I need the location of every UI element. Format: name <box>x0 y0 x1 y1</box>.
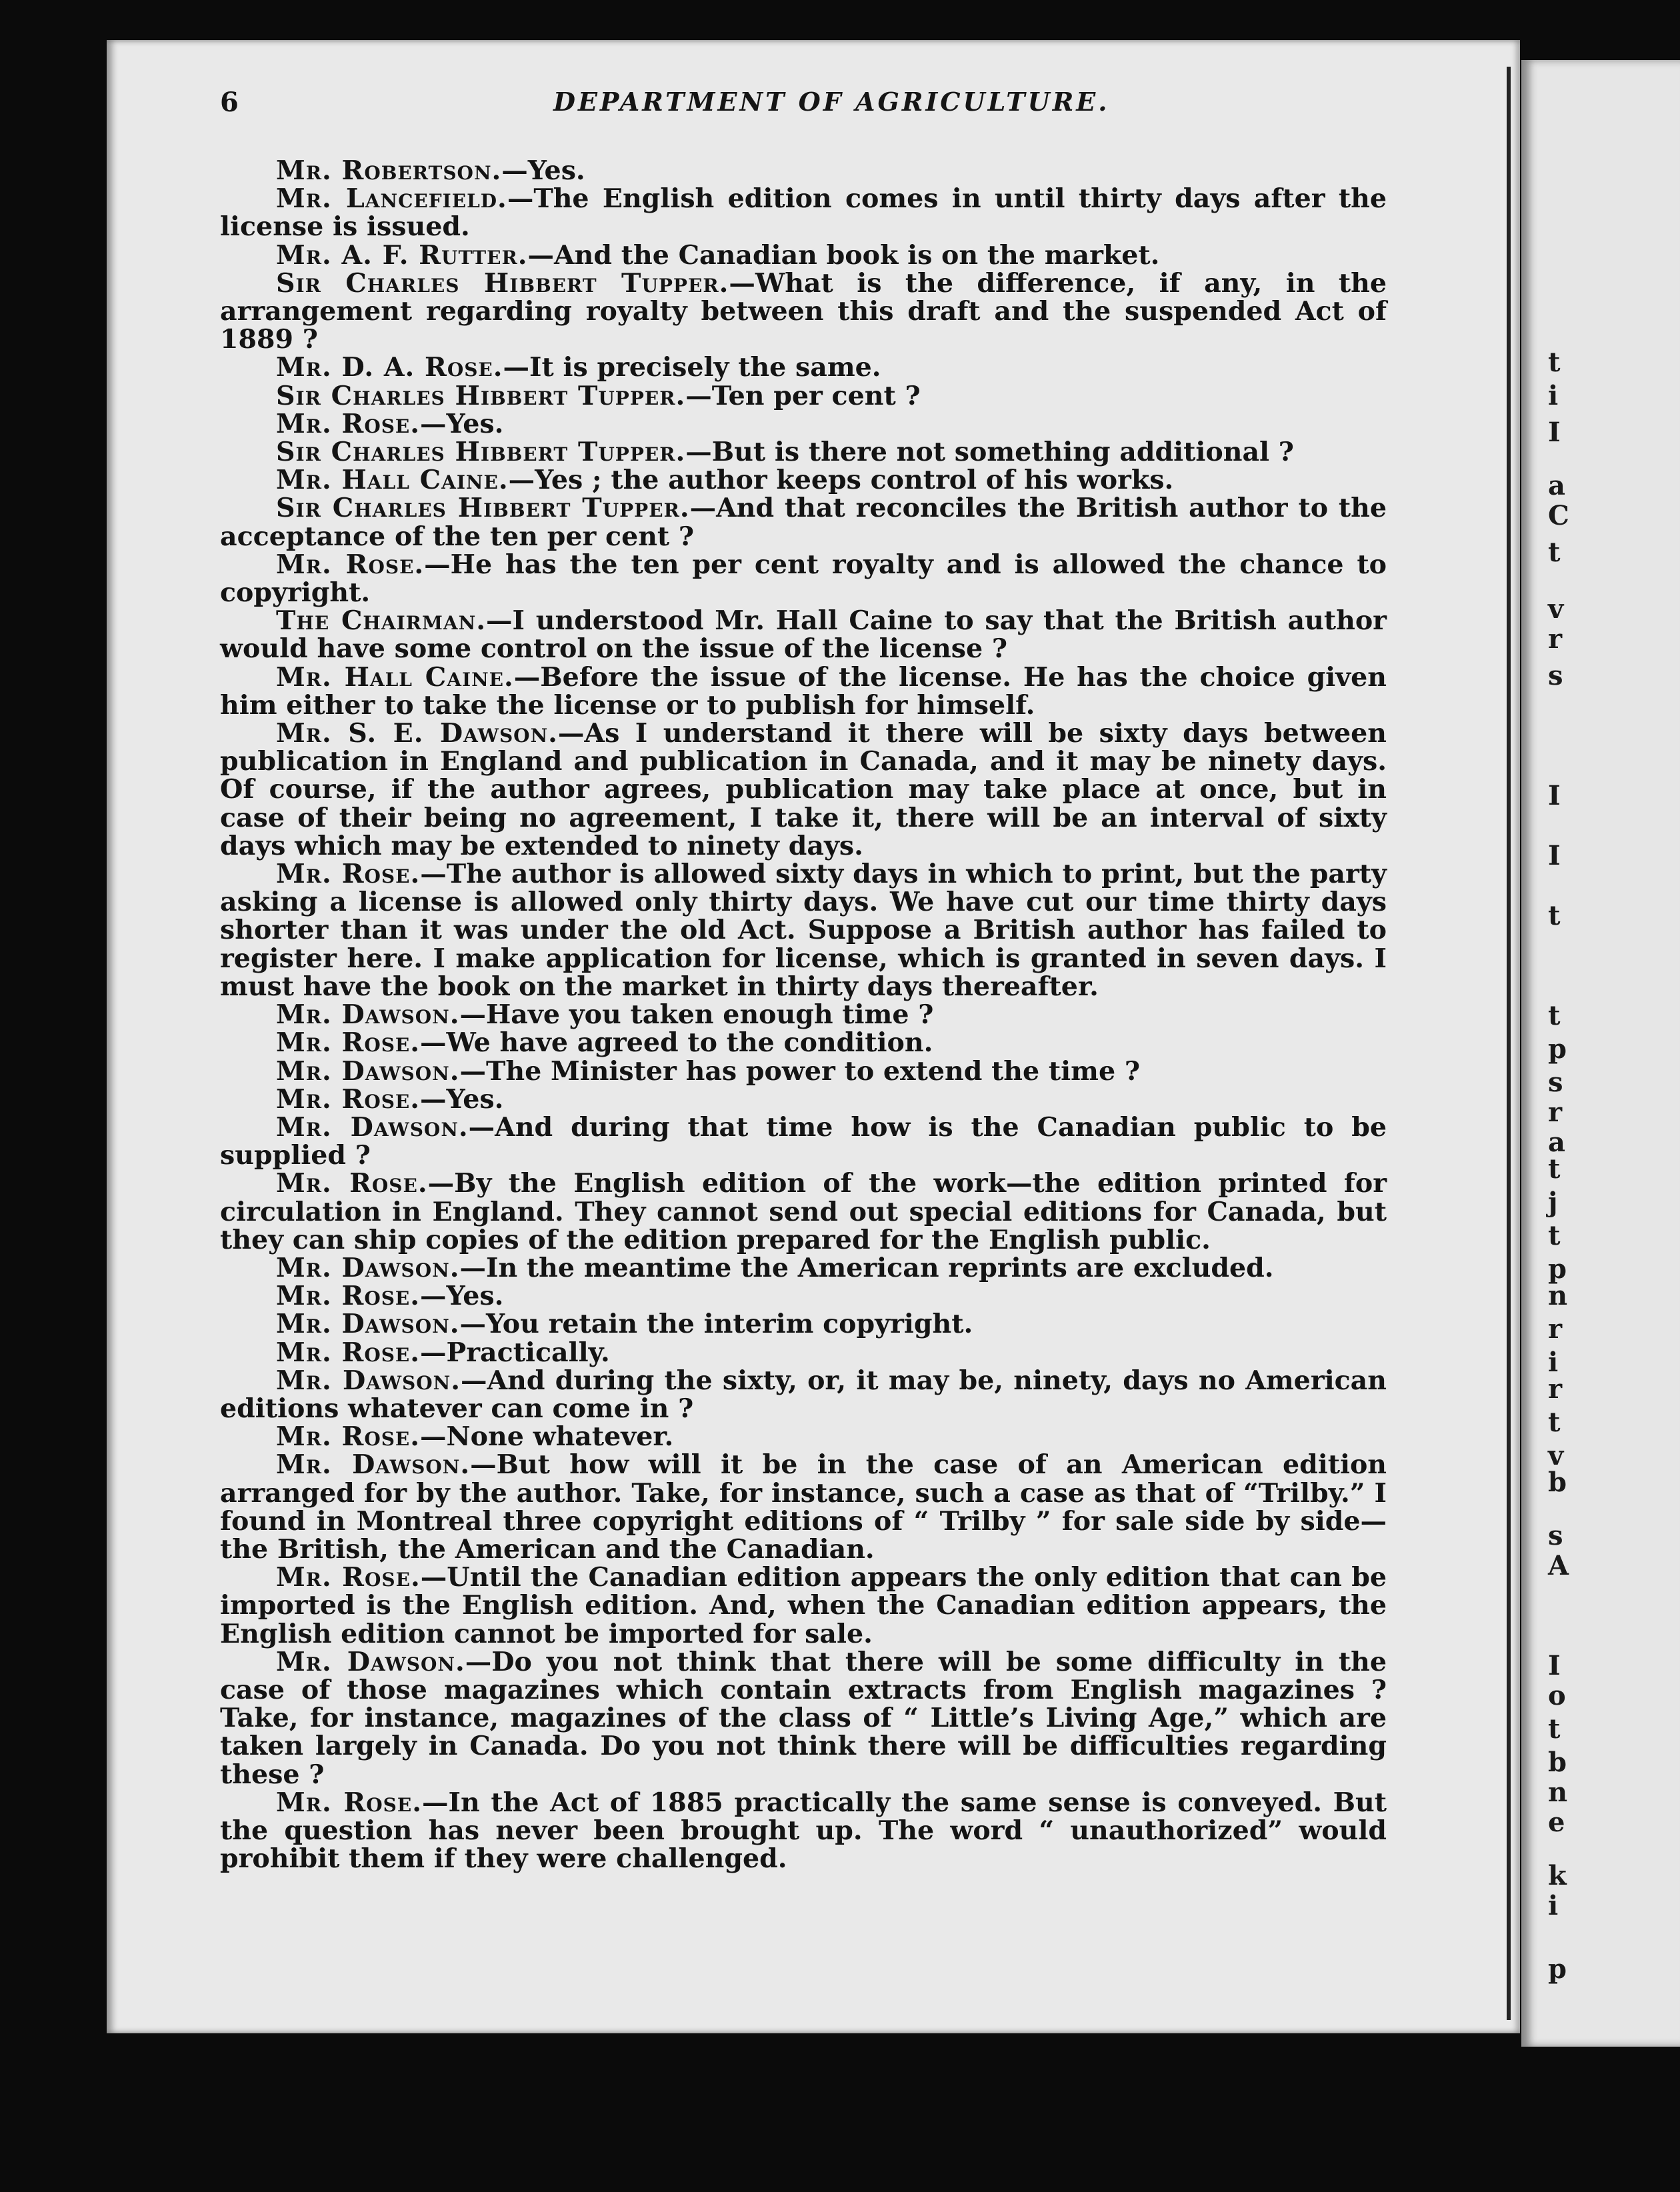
dialogue-paragraph <box>220 438 1387 466</box>
dialogue-paragraph <box>220 494 1387 550</box>
dialogue-paragraph <box>220 1648 1387 1789</box>
facing-page-fragment: k <box>1548 1860 1567 1891</box>
facing-page-fragment: t <box>1548 1713 1561 1745</box>
speaker-name: Sir Charles Hibbert Tupper. <box>276 493 690 524</box>
facing-page-fragment: n <box>1548 1280 1568 1311</box>
speech-text: —Yes. <box>420 1281 504 1312</box>
speaker-name: Mr. Robertson. <box>276 155 502 186</box>
speaker-name: Mr. Rose. <box>276 549 425 580</box>
speaker-name: Sir Charles Hibbert Tupper. <box>276 267 729 299</box>
speech-text: —He has the ten per cent royalty and is allowed the chance to copyright. <box>220 549 1387 609</box>
dialogue-paragraph <box>220 269 1387 354</box>
dialogue-paragraph <box>220 353 1387 381</box>
speaker-name: Mr. Dawson. <box>276 1365 461 1396</box>
speaker-name: Mr. A. F. Rutter. <box>276 239 528 271</box>
dialogue-paragraph <box>220 1029 1387 1057</box>
speech-text: —In the meantime the American reprints are excluded. <box>459 1252 1274 1283</box>
dialogue-paragraph <box>220 185 1387 241</box>
speech-text: —Do you not think that there will be some difficulty in the case of those magazines which contain extracts from English magazines ? Take, for instance, magazines of the class of “ Little’s Living Age,” which are taken largely in Canada. Do you not think there will be difficulties regarding these ? <box>220 1646 1387 1790</box>
speaker-name: Mr. Rose. <box>276 1337 421 1368</box>
speech-text: —Yes ; the author keeps control of his works. <box>508 465 1174 496</box>
facing-page-fragment: I <box>1548 1650 1561 1681</box>
dialogue-paragraph <box>220 1057 1387 1085</box>
speaker-name: Mr. S. E. Dawson. <box>276 718 558 749</box>
speaker-name: Mr. D. A. Rose. <box>276 352 503 383</box>
dialogue-paragraph <box>220 1367 1387 1423</box>
speaker-name: Mr. Rose. <box>276 1281 421 1312</box>
dialogue-paragraph <box>220 241 1387 269</box>
speaker-name: Mr. Dawson. <box>276 1252 460 1283</box>
facing-page-fragment: i <box>1548 1347 1559 1378</box>
speaker-name: Mr. Dawson. <box>276 1449 471 1481</box>
speaker-name: Mr. Dawson. <box>276 999 460 1031</box>
facing-page-fragment: t <box>1548 1407 1561 1438</box>
speaker-name: Mr. Rose. <box>276 1562 421 1593</box>
dialogue-paragraph <box>220 1085 1387 1113</box>
speaker-name: Mr. Rose. <box>276 408 421 439</box>
dialogue-paragraph <box>220 1451 1387 1563</box>
dialogue-paragraph <box>220 410 1387 438</box>
speaker-name: Mr. Dawson. <box>276 1111 469 1143</box>
speaker-name: Mr. Hall Caine. <box>276 661 514 693</box>
speech-text: —And during the sixty, or, it may be, ninety, days no American editions whatever can come in ? <box>220 1365 1387 1424</box>
speech-text: —None whatever. <box>420 1421 674 1453</box>
facing-page-fragment: r <box>1548 1097 1563 1128</box>
dialogue-paragraph <box>220 466 1387 494</box>
facing-page-fragment: i <box>1548 380 1559 411</box>
speaker-name: Sir Charles Hibbert Tupper. <box>276 380 686 411</box>
facing-page-fragment: t <box>1548 1220 1561 1251</box>
speech-text: —And that reconciles the British author to the acceptance of the ten per cent ? <box>220 493 1387 552</box>
dialogue-paragraph <box>220 1254 1387 1282</box>
transcript-body <box>220 157 1387 1873</box>
facing-page-fragment: a <box>1548 470 1565 501</box>
dialogue-paragraph <box>220 1563 1387 1648</box>
facing-page-fragment: i <box>1548 1890 1559 1921</box>
speaker-name: Mr. Rose. <box>276 1787 422 1818</box>
facing-page-fragment: t <box>1548 537 1561 568</box>
speaker-name: Mr. Rose. <box>276 1027 421 1059</box>
page-gutter <box>1507 67 1511 2020</box>
facing-page-fragment: s <box>1548 1067 1563 1098</box>
speaker-name: Mr. Dawson. <box>276 1309 460 1340</box>
facing-page-fragment: p <box>1548 1033 1567 1065</box>
dialogue-paragraph <box>220 1113 1387 1169</box>
dialogue-paragraph <box>220 157 1387 185</box>
facing-page-fragment: b <box>1548 1467 1567 1498</box>
speaker-name: Mr. Dawson. <box>276 1646 465 1677</box>
facing-page-fragment: j <box>1548 1187 1558 1218</box>
speech-text: —Until the Canadian edition appears the only edition that can be imported is the English edition. And, when the Canadian edition appears, the English edition cannot be imported for sale. <box>220 1562 1387 1649</box>
facing-page-fragment: A <box>1548 1550 1569 1581</box>
facing-page-fragment: s <box>1548 660 1563 691</box>
facing-page-fragment: I <box>1548 417 1561 448</box>
speech-text: —Ten per cent ? <box>685 380 921 411</box>
dialogue-paragraph <box>220 607 1387 663</box>
dialogue-paragraph <box>220 551 1387 607</box>
facing-page-fragment: C <box>1548 500 1569 531</box>
speech-text: —The English edition comes in until thirty days after the license is issued. <box>220 183 1387 243</box>
speech-text: —As I understand it there will be sixty days between publication in England and publication in Canada, and it may be ninety days. Of course, if the author agrees, publication may take place at once, but in case of their being no agreement, I take it, there will be an interval of sixty days which may be extended to ninety days. <box>220 718 1387 861</box>
speech-text: —Before the issue of the license. He has the choice given him either to take the license or to publish for himself. <box>220 661 1387 721</box>
speaker-name: Mr. Rose. <box>276 1083 421 1115</box>
page-number: 6 <box>220 87 239 118</box>
facing-page-fragment: p <box>1548 1253 1567 1285</box>
facing-page-fragment: o <box>1548 1680 1566 1711</box>
facing-page-fragment: a <box>1548 1127 1565 1158</box>
facing-page-fragment: s <box>1548 1520 1563 1551</box>
speech-text: —It is precisely the same. <box>503 352 881 383</box>
facing-page-fragment: r <box>1548 1313 1563 1345</box>
speech-text: —By the English edition of the work—the edition printed for circulation in England. They cannot send out special editions for Canada, but they can ship copies of the edition prepared for the English public. <box>220 1168 1387 1255</box>
facing-page-fragment: e <box>1548 1807 1565 1838</box>
facing-page-fragment: I <box>1548 780 1561 811</box>
facing-page-fragment: p <box>1548 1953 1567 1985</box>
speech-text: —Have you taken enough time ? <box>459 999 934 1031</box>
facing-page <box>1521 60 1680 2047</box>
facing-page-fragment: t <box>1548 347 1561 378</box>
dialogue-paragraph <box>220 719 1387 860</box>
speaker-name: Mr. Hall Caine. <box>276 465 509 496</box>
speech-text: —The Minister has power to extend the time ? <box>459 1055 1140 1087</box>
facing-page-fragment: v <box>1548 593 1564 625</box>
running-title: DEPARTMENT OF AGRICULTURE. <box>553 87 1110 117</box>
dialogue-paragraph <box>220 860 1387 1001</box>
speech-text: —You retain the interim copyright. <box>459 1309 973 1340</box>
speech-text: —In the Act of 1885 practically the same sense is conveyed. But the question has never been brought up. The word “ unauthorized” would prohibit them if they were challenged. <box>220 1787 1387 1875</box>
speech-text: —Yes. <box>420 1083 504 1115</box>
facing-page-fragment: v <box>1548 1440 1564 1471</box>
facing-page-fragment: r <box>1548 1373 1563 1405</box>
speech-text: —We have agreed to the condition. <box>420 1027 933 1059</box>
speaker-name: Mr. Dawson. <box>276 1055 460 1087</box>
dialogue-paragraph <box>220 1169 1387 1254</box>
speech-text: —Practically. <box>420 1337 610 1368</box>
speech-text: —Yes. <box>501 155 585 186</box>
speech-text: —And during that time how is the Canadian public to be supplied ? <box>220 1111 1387 1171</box>
facing-page-fragment: t <box>1548 1000 1561 1031</box>
facing-page-fragment: t <box>1548 1153 1561 1185</box>
speaker-name: Mr. Rose. <box>276 859 421 890</box>
facing-page-fragment: r <box>1548 623 1563 655</box>
speaker-name: Mr. Rose. <box>276 1421 421 1453</box>
speaker-name: Mr. Lancefield. <box>276 183 507 215</box>
speech-text: —What is the difference, if any, in the arrangement regarding royalty between this draft and the suspended Act of 1889 ? <box>220 267 1387 355</box>
facing-page-fragment: I <box>1548 840 1561 871</box>
speaker-name: Mr. Rose. <box>276 1168 428 1199</box>
dialogue-paragraph <box>220 1310 1387 1338</box>
dialogue-paragraph <box>220 1282 1387 1310</box>
dialogue-paragraph <box>220 1339 1387 1367</box>
facing-page-fragment: b <box>1548 1747 1567 1778</box>
speech-text: —But how will it be in the case of an American edition arranged for by the author. Take, for instance, such a case as that of “Trilby.” I found in Montreal three copyright editions of “ Trilby ” for sale side by side—the British, the American and the Canadian. <box>220 1449 1387 1565</box>
speech-text: —And the Canadian book is on the market. <box>527 239 1160 271</box>
page-header <box>220 87 1487 127</box>
dialogue-paragraph <box>220 1001 1387 1029</box>
facing-page-fragment: t <box>1548 900 1561 931</box>
dialogue-paragraph <box>220 663 1387 719</box>
speech-text: —But is there not something additional ? <box>685 437 1294 468</box>
speech-text: —The author is allowed sixty days in which to print, but the party asking a license is allowed only thirty days. We have cut our time thirty days shorter than it was under the old Act. Suppose a British author has failed to register here. I make application for license, which is granted in seven days. I must have the book on the market in thirty days thereafter. <box>220 859 1387 1002</box>
dialogue-paragraph <box>220 1423 1387 1451</box>
dialogue-paragraph <box>220 382 1387 410</box>
speaker-name: The Chairman. <box>276 605 487 637</box>
dialogue-paragraph <box>220 1789 1387 1873</box>
facing-page-fragment: n <box>1548 1777 1568 1808</box>
speech-text: —I understood Mr. Hall Caine to say that the British author would have some control on the issue of the license ? <box>220 605 1387 665</box>
speech-text: —Yes. <box>420 408 504 439</box>
speaker-name: Sir Charles Hibbert Tupper. <box>276 437 686 468</box>
